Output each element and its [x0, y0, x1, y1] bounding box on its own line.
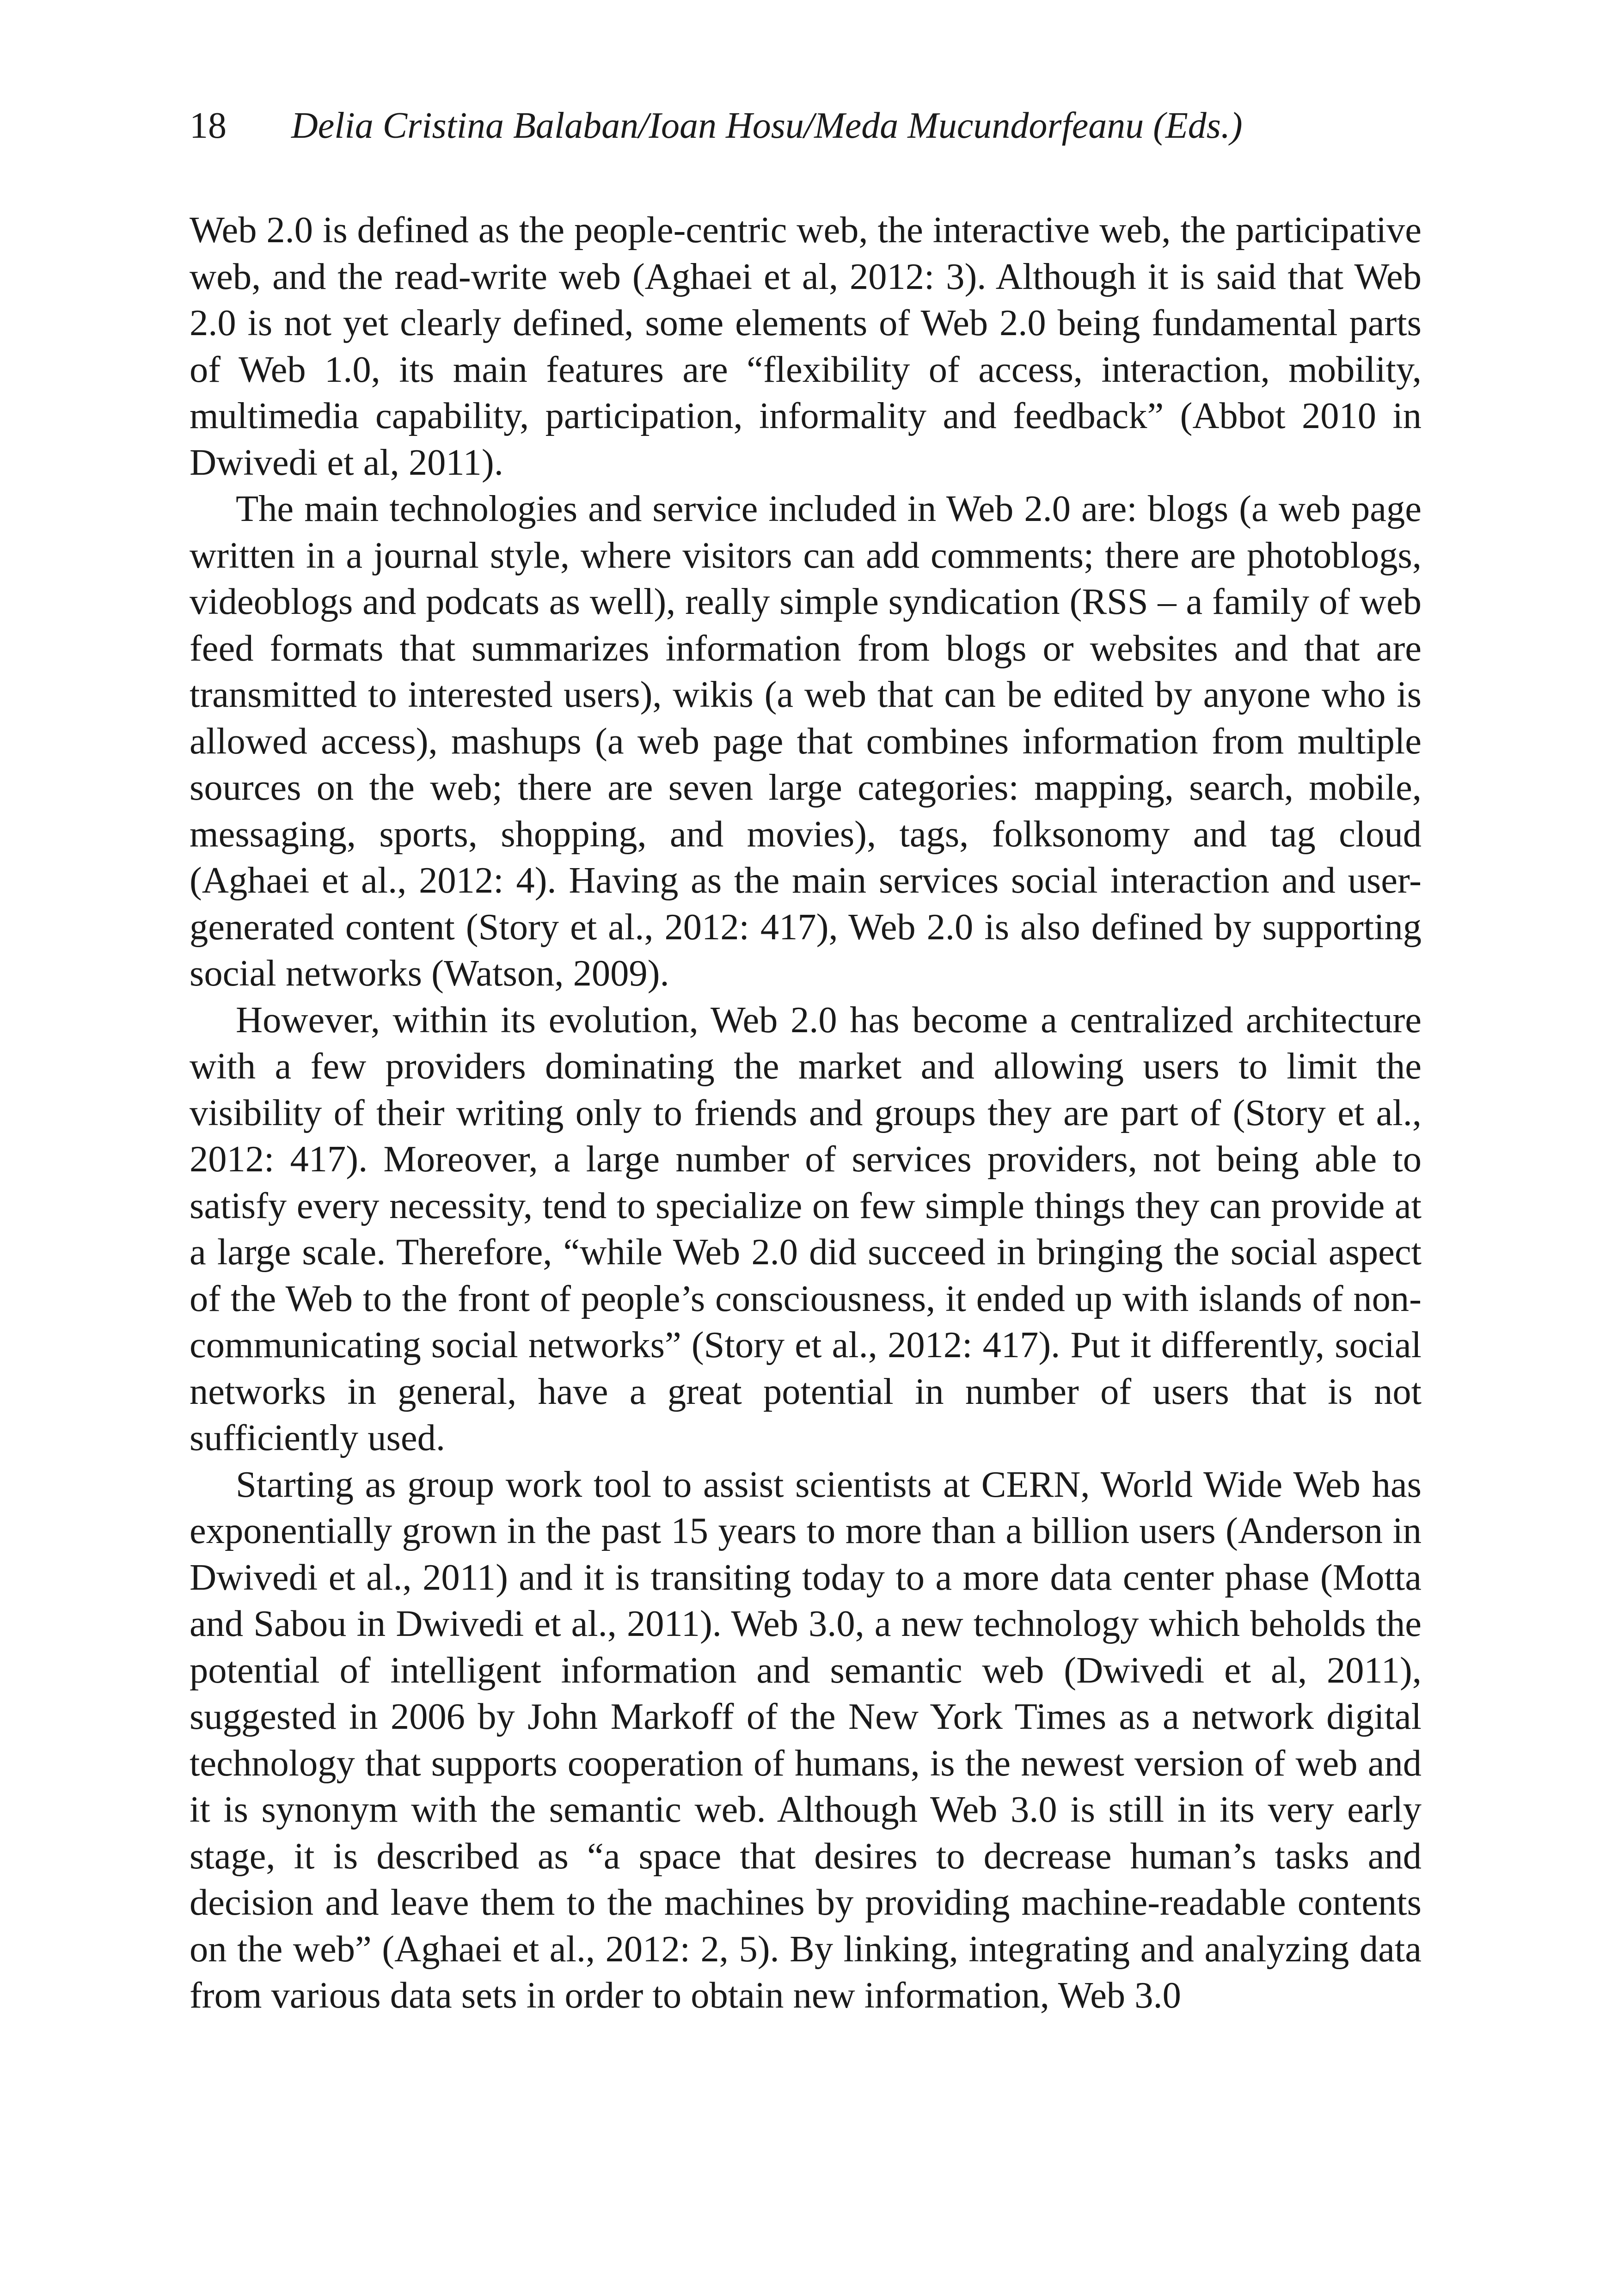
running-head — [190, 107, 1243, 144]
paragraph-web3: Starting as group work tool to assist scientists at CERN, World Wide Web has exponentially grown in the past 15 years to more than a billion users (Anderson in Dwivedi et al., 2011) and it is transiting today to a more data center phase (Motta and Sabou in Dwivedi et al., 2011). Web 3.0, a new technology which beholds the potential of intelligent information and semantic web (Dwivedi et al, 2011), suggested in 2006 by John Markoff of the New York Times as a network digital technology that supports cooperation of humans, is the newest version of web and it is synonym with the semantic web. Although Web 3.0 is still in its very early stage, it is described as “a space that desires to decrease human’s tasks and decision and leave them to the machines by providing machine-readable contents on the web” (Aghaei et al., 2012: 2, 5). By linking, integrating and analyzing data from various data sets in order to obtain new information, Web 3.0 — [190, 1463, 1422, 2016]
paragraph-web2-evolution: However, within its evolution, Web 2.0 has become a centralized architecture with a few providers dominating the market and allowing users to limit the visibility of their writing only to friends and groups they are part of (Story et al., 2012: 417). Moreover, a large number of services providers, not being able to satisfy every necessity, tend to specialize on few simple things they can provide at a large scale. Therefore, “while Web 2.0 did succeed in bringing the social aspect of the Web to the front of people’s consciousness, it ended up with islands of non-communicating social networks” (Story et al., 2012: 417). Put it differently, social networks in general, have a great potential in number of users that is not sufficiently used. — [190, 999, 1422, 1458]
paragraph-web2-technologies: The main technologies and service included in Web 2.0 are: blogs (a web page written in a journal style, where visitors can add comments; there are photoblogs, videoblogs and podcats as well), really simple syndication (RSS – a family of web feed formats that summarizes information from blogs or websites and that are transmitted to interested users), wikis (a web that can be edited by anyone who is allowed access), mashups (a web page that combines information from multiple sources on the web; there are seven large categories: mapping, search, mobile, messaging, sports, shopping, and movies), tags, folksonomy and tag cloud (Aghaei et al., 2012: 4). Having as the main services social interaction and user-generated content (Story et al., 2012: 417), Web 2.0 is also defined by supporting social networks (Watson, 2009). — [190, 488, 1422, 994]
page-number: 18 — [190, 105, 227, 146]
paragraph-web2-definition: Web 2.0 is defined as the people-centric web, the interactive web, the participative web, and the read-write web (Aghaei et al, 2012: 3). Although it is said that Web 2.0 is not yet clearly defined, some elements of Web 2.0 being fundamental parts of Web 1.0, its main features are “flexibility of access, interaction, mobility, multimedia capability, participation, informality and feedback” (Abbot 2010 in Dwivedi et al, 2011). — [190, 209, 1422, 483]
running-title: Delia Cristina Balaban/Ioan Hosu/Meda Mucundorfeanu (Eds.) — [291, 105, 1243, 146]
body-text — [190, 207, 1422, 2019]
